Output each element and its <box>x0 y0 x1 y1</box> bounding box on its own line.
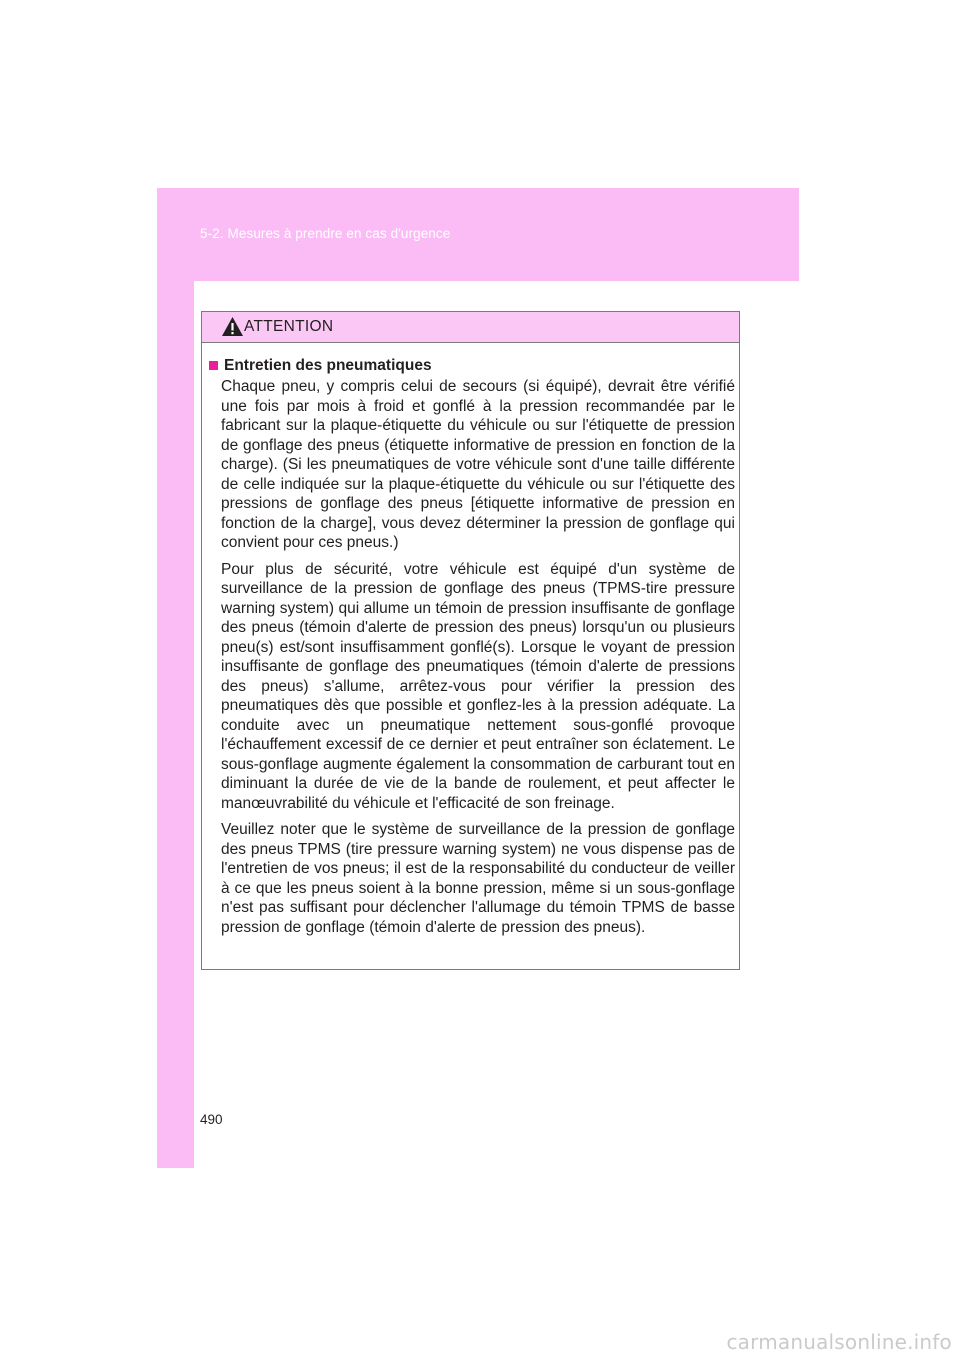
warning-paragraph: Pour plus de sécurité, votre véhicule est équipé d'un système de surveillance de la pression de gonflage des pneus (TPMS-tire pressure warning system) qui allume un témoin de pression insuffisante de gonflage des pneus (témoin d'alerte de pression des pneus) lorsqu'un ou plusieurs pneu(s) est/sont insuffisamment gonflé(s). Lorsque le voyant de pression insuffisante de gonflage des pneumatiques (témoin d'alerte de pressions des pneus) s'allume, arrêtez-vous pour vérifier la pression des pneumatiques dès que possible et gonflez-les à la pression adéquate. La conduite avec un pneumatique nettement sous-gonflé provoque l'échauffement excessif de ce dernier et peut entraîner son éclatement. Le sous-gonflage augmente également la consommation de carburant tout en diminuant la durée de vie de la bande de roulement, et peut affecter le manœuvrabilité du véhicule et l'efficacité de son freinage. <box>221 560 735 812</box>
bullet-square-icon <box>209 361 218 370</box>
page-number: 490 <box>200 1112 223 1127</box>
section-title: 5-2. Mesures à prendre en cas d'urgence <box>200 226 451 241</box>
warning-subheading <box>208 356 735 375</box>
warning-header <box>202 312 739 343</box>
warning-box <box>201 311 740 970</box>
side-color-strip <box>157 188 194 1168</box>
watermark-text: carmanualsonline.info <box>726 1330 952 1354</box>
warning-paragraph: Chaque pneu, y compris celui de secours (si équipé), devrait être vérifié une fois par mois à froid et gonflé à la pression recommandée par le fabricant sur la plaque-étiquette du véhicule ou sur l'étiquette de pression de gonflage des pneus (étiquette informative de pression en fonction de la charge). (Si les pneumatiques de votre véhicule sont d'une taille différente de celle indiquée sur la plaque-étiquette du véhicule ou sur l'étiquette des pressions de gonflage des pneus [étiquette informative de pression en fonction de la charge], vous devez déterminer la pression de gonflage qui convient pour ces pneus.) <box>221 378 735 551</box>
warning-triangle-icon <box>221 316 244 337</box>
warning-paragraph: Veuillez noter que le système de surveillance de la pression de gonflage des pneus TPMS (tire pressure warning system) ne vous dispense pas de l'entretien de vos pneus; il est de la responsabilité du conducteur de veiller à ce que les pneus soient à la bonne pression, même si un sous-gonflage n'est pas suffisant pour déclencher l'allumage du témoin TPMS de basse pression de gonflage (témoin d'alerte de pression des pneus). <box>221 821 735 936</box>
warning-body <box>202 343 739 937</box>
warning-label: ATTENTION <box>244 318 334 335</box>
warning-subheading-text: Entretien des pneumatiques <box>224 357 432 374</box>
